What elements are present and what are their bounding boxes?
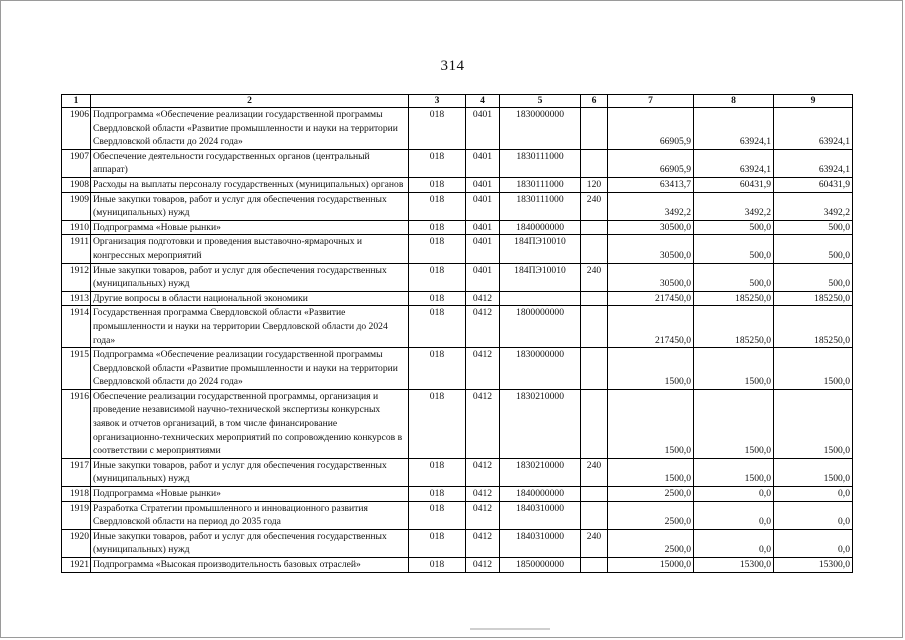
header-cell: 4 [466,95,500,108]
amount-col9-cell: 1500,0 [774,348,853,390]
header-cell: 5 [500,95,581,108]
table-row [62,220,853,235]
section-code-cell: 0412 [466,529,500,557]
expense-type-cell: 240 [581,458,608,486]
target-code-cell: 1830000000 [500,108,581,150]
row-number-cell: 1910 [62,220,91,235]
row-number-cell: 1911 [62,235,91,263]
ministry-code-cell: 018 [409,192,466,220]
expense-type-cell [581,291,608,306]
scan-artifact [470,628,550,630]
ministry-code-cell: 018 [409,487,466,502]
item-name-cell: Иные закупки товаров, работ и услуг для обеспечения государственных (муниципальных) нужд [91,529,409,557]
amount-col8-cell: 1500,0 [694,458,774,486]
amount-col9-cell: 3492,2 [774,192,853,220]
ministry-code-cell: 018 [409,108,466,150]
section-code-cell: 0401 [466,108,500,150]
expense-type-cell [581,487,608,502]
target-code-cell [500,291,581,306]
amount-col8-cell: 63924,1 [694,149,774,177]
amount-col7-cell: 1500,0 [608,348,694,390]
item-name-cell: Подпрограмма «Новые рынки» [91,220,409,235]
ministry-code-cell: 018 [409,348,466,390]
item-name-cell: Подпрограмма «Новые рынки» [91,487,409,502]
amount-col7-cell: 217450,0 [608,291,694,306]
section-code-cell: 0412 [466,558,500,573]
section-code-cell: 0401 [466,263,500,291]
target-code-cell: 1830111000 [500,177,581,192]
amount-col9-cell: 185250,0 [774,291,853,306]
item-name-cell: Государственная программа Свердловской области «Развитие промышленности и науки на территории Свердловской области до 2024 года» [91,306,409,348]
table-row [62,389,853,458]
target-code-cell: 184ПЭ10010 [500,263,581,291]
amount-col7-cell: 2500,0 [608,529,694,557]
amount-col8-cell: 0,0 [694,529,774,557]
expense-type-cell [581,558,608,573]
amount-col8-cell: 0,0 [694,501,774,529]
amount-col8-cell: 500,0 [694,263,774,291]
ministry-code-cell: 018 [409,149,466,177]
table-header-row [62,95,853,108]
item-name-cell: Расходы на выплаты персоналу государственных (муниципальных) органов [91,177,409,192]
item-name-cell: Подпрограмма «Обеспечение реализации государственной программы Свердловской области «Развитие промышленности и науки на территории Свердловской области до 2024 года» [91,348,409,390]
amount-col7-cell: 2500,0 [608,501,694,529]
section-code-cell: 0401 [466,149,500,177]
item-name-cell: Подпрограмма «Обеспечение реализации государственной программы Свердловской области «Развитие промышленности и науки на территории Свердловской области до 2024 года» [91,108,409,150]
item-name-cell: Разработка Стратегии промышленного и инновационного развития Свердловской области на период до 2035 года [91,501,409,529]
table-row [62,263,853,291]
amount-col7-cell: 15000,0 [608,558,694,573]
section-code-cell: 0412 [466,389,500,458]
target-code-cell: 1840000000 [500,487,581,502]
amount-col7-cell: 30500,0 [608,263,694,291]
amount-col9-cell: 0,0 [774,501,853,529]
section-code-cell: 0401 [466,177,500,192]
row-number-cell: 1919 [62,501,91,529]
table-row [62,529,853,557]
amount-col9-cell: 500,0 [774,235,853,263]
header-cell: 7 [608,95,694,108]
ministry-code-cell: 018 [409,220,466,235]
row-number-cell: 1909 [62,192,91,220]
amount-col8-cell: 60431,9 [694,177,774,192]
table-row [62,192,853,220]
section-code-cell: 0401 [466,220,500,235]
target-code-cell: 1830111000 [500,149,581,177]
header-cell: 1 [62,95,91,108]
expense-type-cell [581,235,608,263]
amount-col8-cell: 185250,0 [694,306,774,348]
amount-col9-cell: 60431,9 [774,177,853,192]
ministry-code-cell: 018 [409,501,466,529]
row-number-cell: 1908 [62,177,91,192]
row-number-cell: 1913 [62,291,91,306]
header-cell: 6 [581,95,608,108]
amount-col9-cell: 1500,0 [774,458,853,486]
header-cell: 8 [694,95,774,108]
ministry-code-cell: 018 [409,458,466,486]
section-code-cell: 0412 [466,306,500,348]
ministry-code-cell: 018 [409,177,466,192]
amount-col7-cell: 217450,0 [608,306,694,348]
amount-col8-cell: 0,0 [694,487,774,502]
amount-col9-cell: 500,0 [774,263,853,291]
target-code-cell: 1830210000 [500,458,581,486]
ministry-code-cell: 018 [409,235,466,263]
item-name-cell: Иные закупки товаров, работ и услуг для обеспечения государственных (муниципальных) нужд [91,263,409,291]
table-row [62,291,853,306]
table-row [62,501,853,529]
item-name-cell: Организация подготовки и проведения выставочно-ярмарочных и конгрессных мероприятий [91,235,409,263]
amount-col9-cell: 63924,1 [774,149,853,177]
amount-col7-cell: 2500,0 [608,487,694,502]
header-cell: 2 [91,95,409,108]
ministry-code-cell: 018 [409,558,466,573]
target-code-cell: 1850000000 [500,558,581,573]
target-code-cell: 1840310000 [500,501,581,529]
row-number-cell: 1912 [62,263,91,291]
amount-col7-cell: 30500,0 [608,220,694,235]
table-row [62,149,853,177]
item-name-cell: Другие вопросы в области национальной экономики [91,291,409,306]
target-code-cell: 184ПЭ10010 [500,235,581,263]
amount-col7-cell: 1500,0 [608,389,694,458]
row-number-cell: 1917 [62,458,91,486]
amount-col7-cell: 30500,0 [608,235,694,263]
table-row [62,177,853,192]
budget-table [61,94,853,573]
amount-col9-cell: 63924,1 [774,108,853,150]
target-code-cell: 1830000000 [500,348,581,390]
row-number-cell: 1920 [62,529,91,557]
expense-type-cell [581,348,608,390]
table-row [62,458,853,486]
section-code-cell: 0412 [466,501,500,529]
target-code-cell: 1840310000 [500,529,581,557]
header-cell: 3 [409,95,466,108]
amount-col8-cell: 63924,1 [694,108,774,150]
ministry-code-cell: 018 [409,529,466,557]
amount-col8-cell: 1500,0 [694,348,774,390]
row-number-cell: 1915 [62,348,91,390]
section-code-cell: 0412 [466,291,500,306]
row-number-cell: 1906 [62,108,91,150]
expense-type-cell [581,220,608,235]
target-code-cell: 1800000000 [500,306,581,348]
expense-type-cell [581,501,608,529]
amount-col9-cell: 185250,0 [774,306,853,348]
expense-type-cell [581,108,608,150]
table-row [62,558,853,573]
expense-type-cell: 240 [581,263,608,291]
expense-type-cell [581,149,608,177]
amount-col8-cell: 15300,0 [694,558,774,573]
amount-col7-cell: 3492,2 [608,192,694,220]
amount-col7-cell: 63413,7 [608,177,694,192]
expense-type-cell [581,389,608,458]
item-name-cell: Иные закупки товаров, работ и услуг для обеспечения государственных (муниципальных) нужд [91,458,409,486]
section-code-cell: 0412 [466,458,500,486]
table-row [62,487,853,502]
section-code-cell: 0401 [466,235,500,263]
amount-col8-cell: 500,0 [694,235,774,263]
expense-type-cell: 120 [581,177,608,192]
row-number-cell: 1916 [62,389,91,458]
table-row [62,108,853,150]
header-cell: 9 [774,95,853,108]
amount-col7-cell: 66905,9 [608,108,694,150]
table-row [62,235,853,263]
section-code-cell: 0412 [466,487,500,502]
table-row [62,306,853,348]
amount-col9-cell: 15300,0 [774,558,853,573]
amount-col9-cell: 500,0 [774,220,853,235]
row-number-cell: 1914 [62,306,91,348]
section-code-cell: 0412 [466,348,500,390]
expense-type-cell: 240 [581,529,608,557]
amount-col9-cell: 0,0 [774,487,853,502]
item-name-cell: Подпрограмма «Высокая производительность базовых отраслей» [91,558,409,573]
ministry-code-cell: 018 [409,306,466,348]
ministry-code-cell: 018 [409,263,466,291]
ministry-code-cell: 018 [409,291,466,306]
amount-col9-cell: 1500,0 [774,389,853,458]
amount-col8-cell: 185250,0 [694,291,774,306]
item-name-cell: Обеспечение реализации государственной программы, организация и проведение независимой научно-технической экспертизы конкурсных заявок и отчетов организаций, в том числе финансирование организационно-технических мероприятий по сопровождению конкурсов в соответствии с мероприятиями [91,389,409,458]
amount-col7-cell: 66905,9 [608,149,694,177]
expense-type-cell [581,306,608,348]
table-row [62,348,853,390]
item-name-cell: Обеспечение деятельности государственных органов (центральный аппарат) [91,149,409,177]
target-code-cell: 1830111000 [500,192,581,220]
amount-col8-cell: 1500,0 [694,389,774,458]
amount-col8-cell: 3492,2 [694,192,774,220]
page-number: 314 [440,58,465,74]
ministry-code-cell: 018 [409,389,466,458]
section-code-cell: 0401 [466,192,500,220]
amount-col8-cell: 500,0 [694,220,774,235]
target-code-cell: 1830210000 [500,389,581,458]
target-code-cell: 1840000000 [500,220,581,235]
item-name-cell: Иные закупки товаров, работ и услуг для обеспечения государственных (муниципальных) нужд [91,192,409,220]
row-number-cell: 1921 [62,558,91,573]
amount-col7-cell: 1500,0 [608,458,694,486]
row-number-cell: 1907 [62,149,91,177]
amount-col9-cell: 0,0 [774,529,853,557]
row-number-cell: 1918 [62,487,91,502]
expense-type-cell: 240 [581,192,608,220]
